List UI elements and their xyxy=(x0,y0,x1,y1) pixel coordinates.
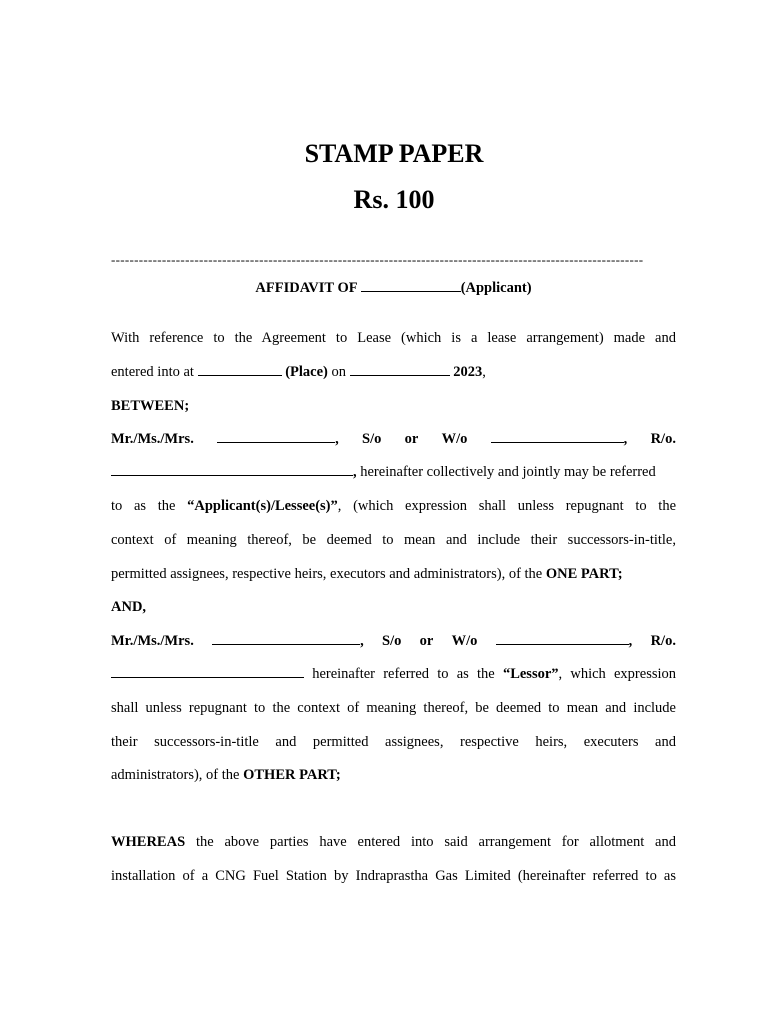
party1-line3-b: , (which expression shall unless repugnant to the xyxy=(337,498,677,514)
party2-or: or xyxy=(419,633,434,649)
applicant-lessee-term: “Applicant(s)/Lessee(s)” xyxy=(187,498,338,514)
year-comma: , xyxy=(482,364,486,380)
party1-address-comma: , xyxy=(353,464,357,480)
party2-line2 xyxy=(111,664,676,684)
party2-name-blank[interactable] xyxy=(212,631,360,645)
other-part-term: OTHER PART; xyxy=(243,767,341,783)
para1-line1: With reference to the Agreement to Lease (which is a lease arrangement) made and xyxy=(111,330,676,346)
place-blank[interactable] xyxy=(198,362,282,376)
party2-line4: their successors-in-title and permitted assignees, respective heirs, executers and xyxy=(111,734,676,750)
party1-line3 xyxy=(111,496,676,516)
party1-title: Mr./Ms./Mrs. xyxy=(111,431,194,447)
affidavit-heading-prefix: AFFIDAVIT OF xyxy=(255,280,358,296)
party1-name-comma: , xyxy=(335,431,339,447)
one-part-term: ONE PART; xyxy=(545,566,623,582)
whereas-line2: installation of a CNG Fuel Station by Indraprastha Gas Limited (hereinafter referred to as xyxy=(111,868,676,884)
party2-name-comma: , xyxy=(360,633,364,649)
affidavit-heading xyxy=(111,278,676,298)
applicant-name-blank[interactable] xyxy=(361,278,461,292)
date-blank[interactable] xyxy=(350,362,450,376)
party2-relation-comma: , xyxy=(628,633,633,649)
between-label: BETWEEN; xyxy=(111,398,190,414)
party2-wo: W/o xyxy=(451,633,478,649)
party1-wo: W/o xyxy=(441,431,468,447)
whereas-line1 xyxy=(111,832,676,852)
party1-line3-a: to as the xyxy=(111,498,176,514)
on-label: on xyxy=(331,364,346,380)
stamp-value: Rs. 100 xyxy=(353,185,435,214)
document-title: STAMP PAPER xyxy=(304,139,484,168)
party1-so: S/o xyxy=(362,431,382,447)
whereas-label: WHEREAS xyxy=(111,834,186,850)
para1-entered-into: entered into at xyxy=(111,364,194,380)
party2-line3: shall unless repugnant to the context of meaning thereof, be deemed to mean and include xyxy=(111,700,676,716)
party1-relation-comma: , xyxy=(623,431,628,447)
party1-relation-blank[interactable] xyxy=(491,429,624,443)
place-label: (Place) xyxy=(285,364,328,380)
party1-ro: R/o. xyxy=(650,431,676,447)
divider-line: ------------------------------------------------------------------------------------------------------------------- xyxy=(111,252,644,267)
lessor-term: “Lessor” xyxy=(502,666,559,682)
party2-line2-a: hereinafter referred to as the xyxy=(312,666,495,682)
party2-title: Mr./Ms./Mrs. xyxy=(111,633,194,649)
party1-line5 xyxy=(111,564,676,584)
party1-line1 xyxy=(111,429,676,449)
party2-ro: R/o. xyxy=(650,633,676,649)
affidavit-heading-suffix: (Applicant) xyxy=(460,280,532,296)
party2-so: S/o xyxy=(382,633,402,649)
party2-address-blank[interactable] xyxy=(111,664,304,678)
party1-name-blank[interactable] xyxy=(217,429,335,443)
party2-line5 xyxy=(111,765,676,785)
party1-address-blank[interactable] xyxy=(111,462,353,476)
party2-line2-b: , which expression xyxy=(558,666,677,682)
and-label: AND, xyxy=(111,599,147,615)
party1-line4: context of meaning thereof, be deemed to mean and include their successors-in-title, xyxy=(111,532,676,548)
party2-line1 xyxy=(111,631,676,651)
party1-line5-a: permitted assignees, respective heirs, executors and administrators), of the xyxy=(111,566,543,582)
whereas-line1-text: the above parties have entered into said arrangement for allotment and xyxy=(185,834,676,850)
party1-line2-text: hereinafter collectively and jointly may be referred xyxy=(356,464,656,480)
party2-line5-a: administrators), of the xyxy=(111,767,240,783)
party1-or: or xyxy=(404,431,419,447)
para1-line2 xyxy=(111,362,676,382)
party1-line2 xyxy=(111,462,676,482)
year-label: 2023 xyxy=(453,364,483,380)
party2-relation-blank[interactable] xyxy=(496,631,629,645)
